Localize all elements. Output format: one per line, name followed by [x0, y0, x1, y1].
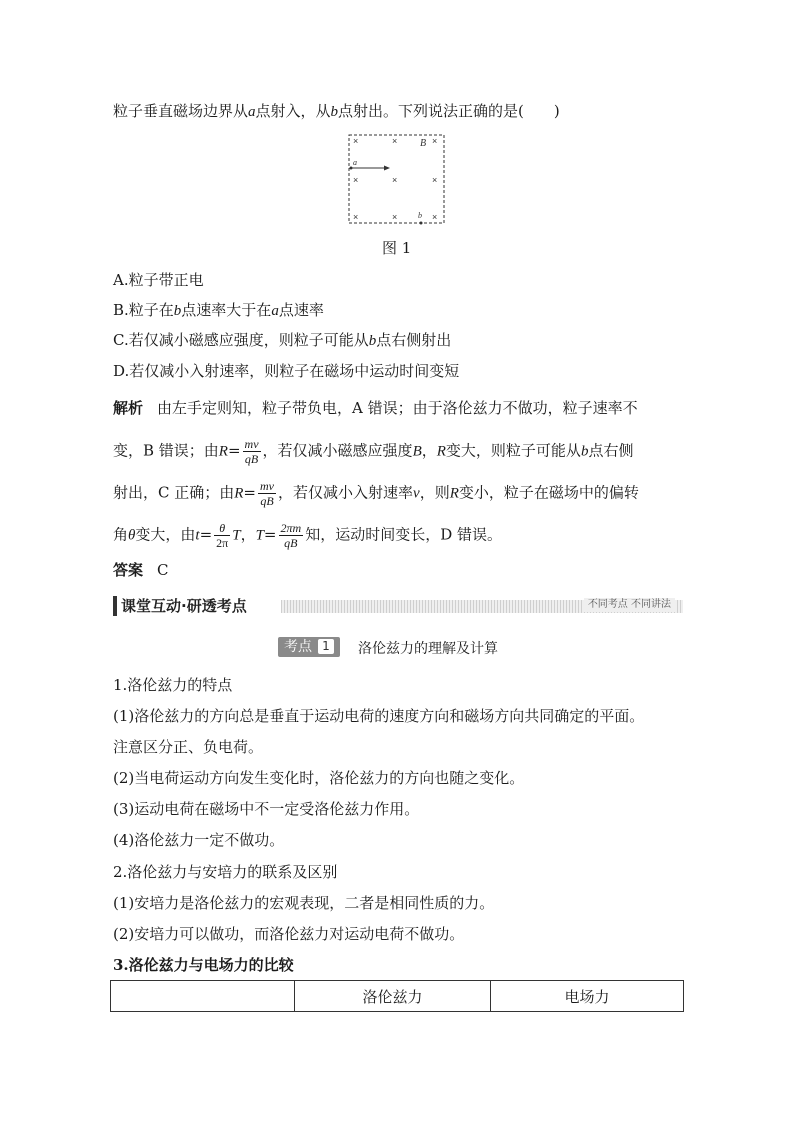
analysis-text-2a: 变，B 错误；由	[113, 441, 219, 460]
stem-text-2: 点射入，从	[255, 102, 331, 120]
option-a: A.粒子带正电	[113, 271, 204, 289]
var-T-2: T	[255, 527, 264, 544]
entry-point-a	[350, 167, 353, 170]
cross-mark: ×	[353, 136, 359, 146]
kaodian-badge	[278, 637, 340, 657]
frac-num-theta: θ	[214, 521, 230, 536]
stem-text-1: 粒子垂直磁场边界从	[113, 102, 249, 120]
analysis-text-2b: ，若仅减小磁感应强度	[262, 441, 413, 460]
var-theta: θ	[128, 527, 136, 544]
comparison-table	[110, 980, 684, 1012]
option-b	[113, 300, 324, 321]
analysis-label: 解析	[113, 399, 144, 417]
var-R-4: R	[449, 485, 459, 502]
question-stem	[113, 101, 560, 122]
option-b-text-3: 点速率	[278, 301, 324, 319]
fraction-theta-2pi	[214, 521, 230, 550]
kaodian-title: 洛伦兹力的理解及计算	[358, 641, 498, 657]
stem-text-4: )	[553, 102, 560, 120]
point-a-label: a	[248, 104, 256, 120]
analysis-line-3	[113, 479, 639, 508]
magnetic-field-figure	[348, 134, 448, 226]
fraction-mv-qB	[243, 437, 261, 466]
analysis-text-1: 由左手定则知，粒子带负电，A 错误；由于洛伦兹力不做功，粒子速率不	[157, 399, 638, 417]
analysis-text-3d: 变小，粒子在磁场中的偏转	[458, 483, 639, 502]
equals-sign-2: =	[243, 483, 256, 502]
cross-mark: ×	[432, 136, 438, 146]
paragraph-3: (3)运动电荷在磁场中不一定受洛伦兹力作用。	[113, 800, 420, 818]
equals-sign: =	[227, 441, 241, 460]
section-banner	[113, 596, 683, 616]
frac-den-qB: qB	[244, 452, 259, 466]
paragraph-1b: 注意区分正、负电荷。	[113, 738, 264, 756]
heading-1: 1.洛伦兹力的特点	[113, 676, 233, 694]
cross-mark: ×	[353, 212, 359, 222]
analysis-text-4c: ，	[240, 525, 256, 544]
table-header-lorentz: 洛伦兹力	[295, 981, 491, 1012]
paragraph-q2: (2)安培力可以做功，而洛伦兹力对运动电荷不做功。	[113, 925, 465, 943]
option-b-var-1: b	[173, 303, 182, 319]
figure-caption: 图 1	[382, 239, 412, 257]
analysis-line-4	[113, 521, 502, 550]
analysis-text-3a: 射出，C 正确；由	[113, 483, 235, 502]
var-R: R	[218, 443, 228, 460]
option-b-var-2: a	[271, 303, 279, 319]
cross-mark: ×	[432, 175, 438, 185]
heading-2: 2.洛伦兹力与安培力的联系及区别	[113, 863, 338, 881]
equals-sign-4: =	[263, 525, 277, 544]
option-c-var: b	[368, 333, 377, 349]
cross-mark: ×	[392, 175, 398, 185]
answer-label: 答案	[113, 561, 144, 579]
analysis-text-4a: 角	[113, 525, 129, 544]
fraction-mv-qB-2	[258, 479, 276, 508]
cross-mark: ×	[392, 212, 398, 222]
field-label-B: B	[420, 138, 427, 149]
option-b-text-1: B.粒子在	[113, 301, 174, 319]
paragraph-q1: (1)安培力是洛伦兹力的宏观表现，二者是相同性质的力。	[113, 894, 495, 912]
var-R-2: R	[436, 443, 446, 460]
var-v: v	[413, 485, 420, 502]
banner-bar	[113, 596, 117, 616]
answer-line	[113, 560, 169, 580]
analysis-line-2	[113, 437, 633, 466]
option-c	[113, 330, 451, 351]
kaodian-number: 1	[318, 639, 334, 654]
table-row	[111, 981, 684, 1012]
analysis-text-2e: 点右侧	[588, 441, 634, 460]
answer-value: C	[157, 561, 169, 579]
cross-mark: ×	[392, 136, 398, 146]
table-header-electric: 电场力	[491, 981, 684, 1012]
section-tag: 不同考点 不同讲法	[584, 598, 675, 612]
exit-point-b	[420, 222, 423, 225]
equals-sign-3: =	[199, 525, 213, 544]
frac-num-mv-2: mv	[260, 479, 274, 493]
option-c-text-1: C.若仅减小磁感应强度，则粒子可能从	[113, 331, 369, 349]
var-t: t	[195, 527, 200, 544]
arrow-head-icon	[384, 166, 390, 171]
frac-den-2pi: 2π	[216, 536, 229, 550]
cross-mark: ×	[432, 212, 438, 222]
heading-3: 3.洛伦兹力与电场力的比较	[113, 956, 294, 974]
section-title: 课堂互动·研透考点	[121, 597, 247, 615]
frac-den-qB-2: qB	[260, 494, 274, 508]
var-T: T	[232, 527, 241, 544]
option-c-text-2: 点右侧射出	[376, 331, 452, 349]
figure-point-b: b	[418, 211, 422, 220]
frac-num-2pim: 2πm	[280, 521, 302, 535]
paragraph-1: (1)洛伦兹力的方向总是垂直于运动电荷的速度方向和磁场方向共同确定的平面。	[113, 707, 645, 725]
fraction-2pim-qB	[279, 521, 304, 550]
option-d: D.若仅减小入射速率，则粒子在磁场中运动时间变短	[113, 362, 460, 380]
stem-text-3: 点射出。下列说法正确的是(	[338, 102, 524, 120]
table-header-empty	[111, 981, 295, 1012]
var-B: B	[412, 443, 422, 460]
frac-num-mv: mv	[244, 437, 259, 451]
analysis-text-4b: 变大，由	[135, 525, 196, 544]
analysis-text-2c: ，	[421, 441, 437, 460]
figure-point-a: a	[353, 158, 357, 167]
option-b-text-2: 点速率大于在	[181, 301, 272, 319]
analysis-text-4d: 知，运动时间变长，D 错误。	[305, 525, 502, 544]
var-b: b	[580, 443, 589, 460]
frac-den-qB-3: qB	[284, 536, 298, 550]
var-R-3: R	[234, 485, 244, 502]
analysis-text-2d: 变大，则粒子可能从	[445, 441, 581, 460]
analysis-line-1	[113, 398, 638, 418]
analysis-text-3b: ，若仅减小入射速率	[278, 483, 414, 502]
cross-mark: ×	[353, 175, 359, 185]
analysis-text-3c: ，则	[419, 483, 450, 502]
paragraph-4: (4)洛伦兹力一定不做功。	[113, 831, 285, 849]
kaodian-label: 考点	[284, 639, 312, 655]
paragraph-2: (2)当电荷运动方向发生变化时，洛伦兹力的方向也随之变化。	[113, 769, 525, 787]
point-b-label: b	[330, 104, 339, 120]
